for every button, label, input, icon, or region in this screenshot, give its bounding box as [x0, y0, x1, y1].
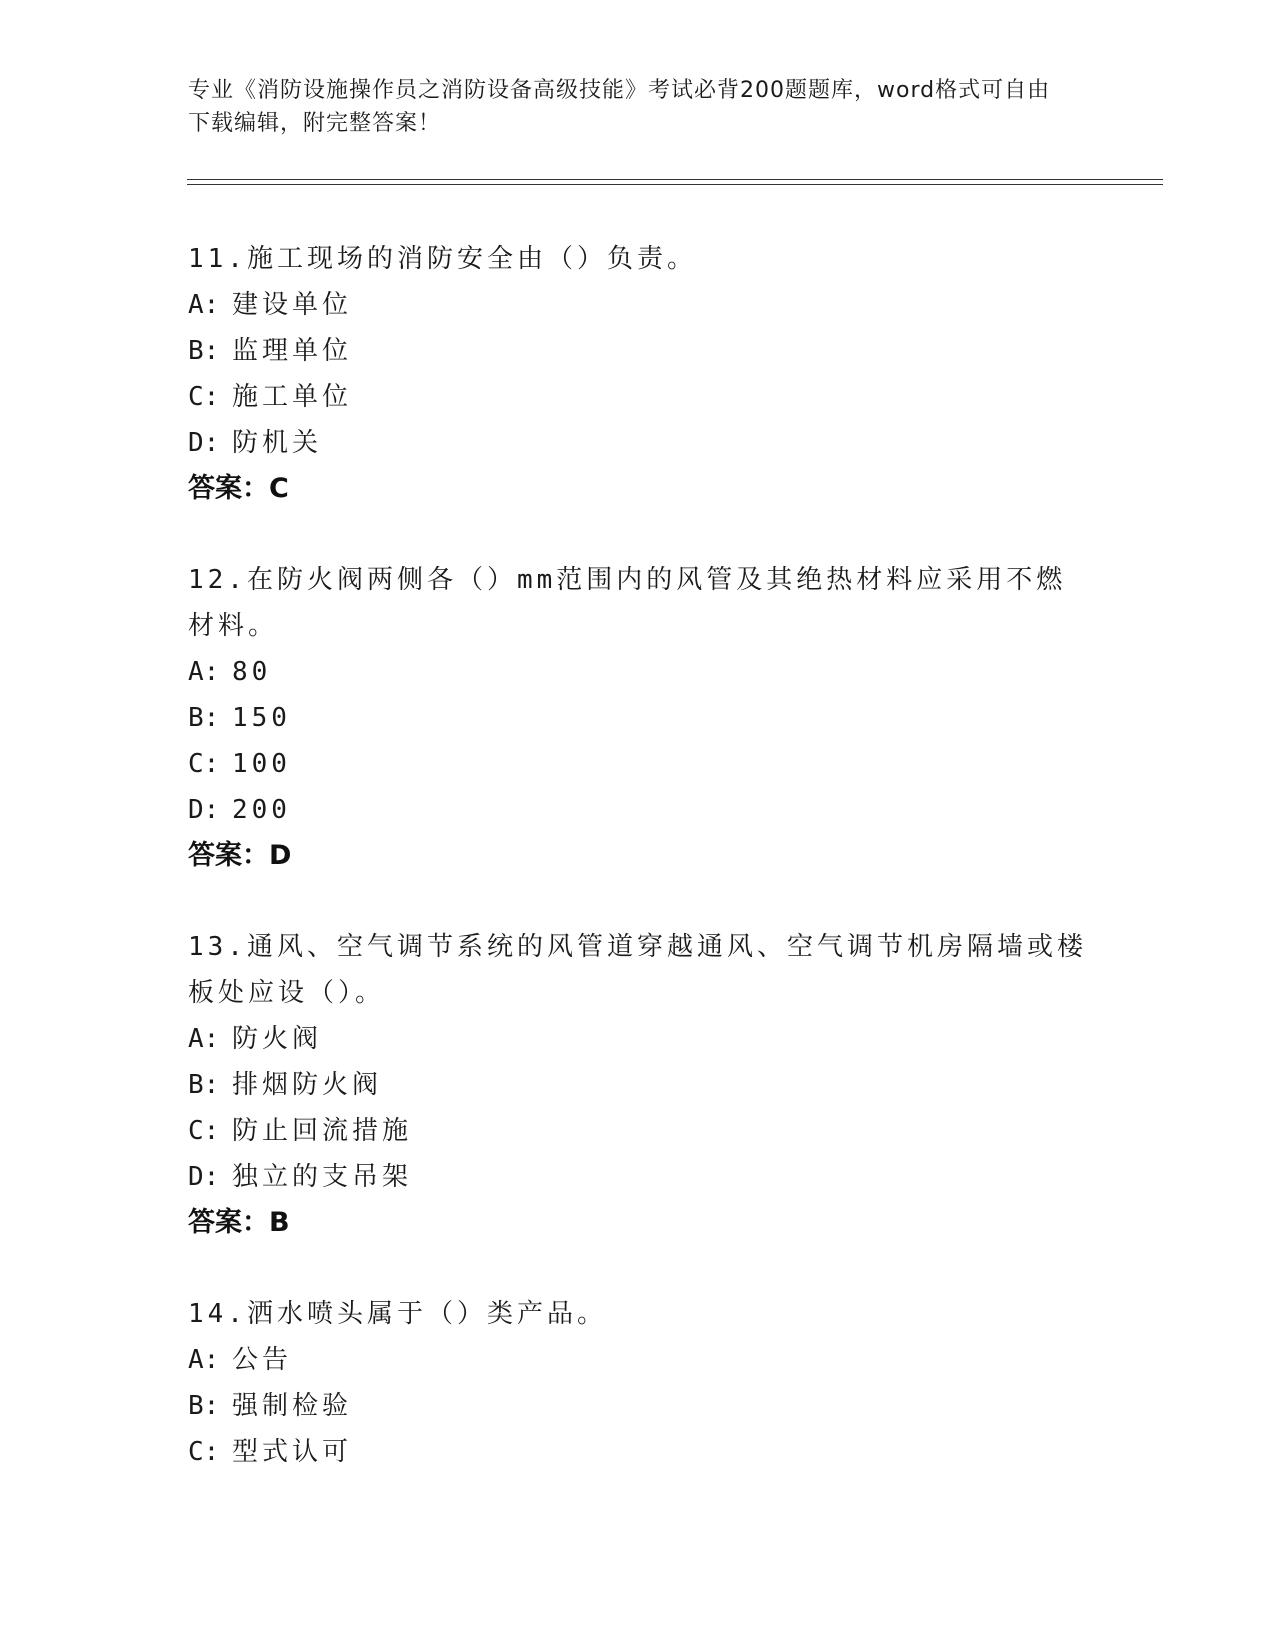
option-letter: C: — [188, 749, 220, 779]
option-text: 防火阀 — [232, 1024, 323, 1054]
option-text: 公告 — [232, 1345, 293, 1375]
option-letter: A: — [188, 1024, 220, 1054]
option-c — [188, 1108, 1088, 1154]
option-text: 200 — [232, 795, 291, 825]
option-text: 排烟防火阀 — [232, 1070, 383, 1100]
option-d — [188, 1154, 1088, 1200]
answer-line: 答案：C — [188, 473, 289, 504]
option-d — [188, 420, 1088, 466]
option-b — [188, 695, 1088, 741]
option-letter: B: — [188, 1070, 220, 1100]
option-text: 防机关 — [232, 428, 323, 458]
question-stem: 12.在防火阀两侧各（）mm范围内的风管及其绝热材料应采用不燃材料。 — [188, 565, 1067, 641]
option-letter: A: — [188, 657, 220, 687]
option-letter: D: — [188, 1162, 220, 1192]
option-letter: A: — [188, 1345, 220, 1375]
option-letter: C: — [188, 1116, 220, 1146]
option-letter: B: — [188, 1391, 220, 1421]
option-b — [188, 328, 1088, 374]
option-d — [188, 787, 1088, 833]
option-a — [188, 649, 1088, 695]
header-divider-top — [187, 179, 1163, 180]
option-letter: D: — [188, 428, 220, 458]
option-text: 防止回流措施 — [232, 1116, 413, 1146]
document-intro: 专业《消防设施操作员之消防设备高级技能》考试必背200题题库，word格式可自由下载编辑，附完整答案！ — [188, 78, 1051, 136]
option-c — [188, 741, 1088, 787]
question-12 — [188, 557, 1088, 879]
option-a — [188, 282, 1088, 328]
option-text: 监理单位 — [232, 336, 353, 366]
question-stem: 14.洒水喷头属于（）类产品。 — [188, 1299, 607, 1329]
option-text: 建设单位 — [232, 290, 353, 320]
option-letter: C: — [188, 382, 220, 412]
option-text: 施工单位 — [232, 382, 353, 412]
option-text: 100 — [232, 749, 291, 779]
question-list — [188, 236, 1088, 1520]
question-13 — [188, 924, 1088, 1246]
question-stem: 13.通风、空气调节系统的风管道穿越通风、空气调节机房隔墙或楼板处应设（）。 — [188, 932, 1087, 1008]
option-b — [188, 1062, 1088, 1108]
header-divider-bottom — [187, 184, 1163, 185]
option-b — [188, 1383, 1088, 1429]
question-stem: 11.施工现场的消防安全由（）负责。 — [188, 244, 697, 274]
option-letter: A: — [188, 290, 220, 320]
option-letter: B: — [188, 703, 220, 733]
option-letter: B: — [188, 336, 220, 366]
question-14 — [188, 1291, 1088, 1475]
option-a — [188, 1337, 1088, 1383]
option-text: 150 — [232, 703, 291, 733]
option-text: 80 — [232, 657, 272, 687]
option-text: 型式认可 — [232, 1437, 353, 1467]
option-text: 强制检验 — [232, 1391, 353, 1421]
option-letter: C: — [188, 1437, 220, 1467]
question-11 — [188, 236, 1088, 512]
answer-line: 答案：B — [188, 1207, 290, 1238]
option-c — [188, 1429, 1088, 1475]
option-a — [188, 1016, 1088, 1062]
option-text: 独立的支吊架 — [232, 1162, 413, 1192]
option-letter: D: — [188, 795, 220, 825]
answer-line: 答案：D — [188, 840, 292, 871]
option-c — [188, 374, 1088, 420]
